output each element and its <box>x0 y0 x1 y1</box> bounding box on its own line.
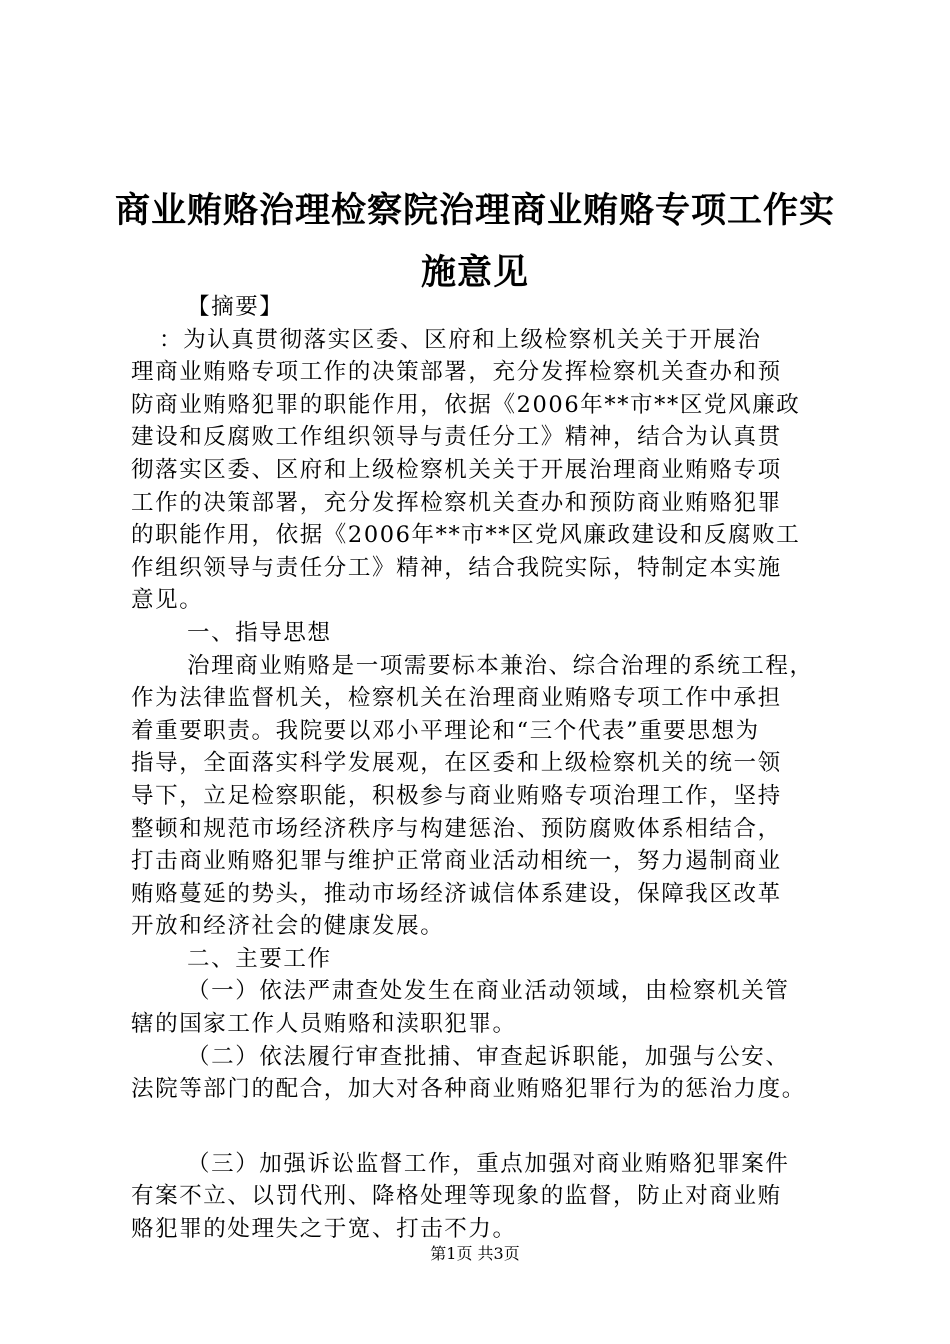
abstract-line: 作组织领导与责任分工》精神，结合我院实际，特制定本实施 <box>131 554 782 581</box>
abstract-line: 彻落实区委、区府和上级检察机关关于开展治理商业贿赂专项 <box>131 456 782 483</box>
section1-line: 作为法律监督机关，检察机关在治理商业贿赂专项工作中承担 <box>131 685 782 712</box>
title-line-2: 施意见 <box>420 253 529 293</box>
abstract-heading: 【摘要】 <box>187 294 284 320</box>
abstract-line: 建设和反腐败工作组织领导与责任分工》精神，结合为认真贯 <box>131 424 782 451</box>
section-heading-guiding-ideology: 一、指导思想 <box>187 619 332 646</box>
section1-line: 开放和经济社会的健康发展。 <box>131 913 445 940</box>
section1-line: 整顿和规范市场经济秩序与构建惩治、预防腐败体系相结合， <box>131 815 782 842</box>
abstract-line: 的职能作用，依据《2006年**市**区党风廉政建设和反腐败工 <box>131 522 801 549</box>
section-heading-main-work: 二、主要工作 <box>187 945 332 972</box>
abstract-line: 意见。 <box>131 587 204 614</box>
section1-line: 导下，立足检察职能，积极参与商业贿赂专项治理工作，坚持 <box>131 782 782 809</box>
abstract-line: 理商业贿赂专项工作的决策部署，充分发挥检察机关查办和预 <box>131 359 782 386</box>
title-line-1: 商业贿赂治理检察院治理商业贿赂专项工作实 <box>114 191 835 231</box>
abstract-line: ：为认真贯彻落实区委、区府和上级检察机关关于开展治 <box>159 326 762 353</box>
section1-line: 指导，全面落实科学发展观，在区委和上级检察机关的统一领 <box>131 750 782 777</box>
item2-line: （二）依法履行审查批捕、审查起诉职能，加强与公安、 <box>187 1043 790 1070</box>
section1-line: 贿赂蔓延的势头，推动市场经济诚信体系建设，保障我区改革 <box>131 880 782 907</box>
page-footer: 第1页 共3页 <box>430 1244 520 1263</box>
item3-line: （三）加强诉讼监督工作，重点加强对商业贿赂犯罪案件 <box>187 1150 790 1177</box>
abstract-line: 防商业贿赂犯罪的职能作用，依据《2006年**市**区党风廉政 <box>131 391 801 418</box>
item1-line: 辖的国家工作人员贿赂和渎职犯罪。 <box>131 1011 517 1038</box>
item3-line: 赂犯罪的处理失之于宽、打击不力。 <box>131 1216 517 1243</box>
paragraph-gap <box>131 1106 831 1148</box>
item1-line: （一）依法严肃查处发生在商业活动领域，由检察机关管 <box>187 978 790 1005</box>
section1-line: 着重要职责。我院要以邓小平理论和“三个代表”重要思想为 <box>131 717 760 744</box>
item2-line: 法院等部门的配合，加大对各种商业贿赂犯罪行为的惩治力度。 <box>131 1076 806 1103</box>
section1-line: 治理商业贿赂是一项需要标本兼治、综合治理的系统工程， <box>187 652 814 679</box>
abstract-line: 工作的决策部署，充分发挥检察机关查办和预防商业贿赂犯罪 <box>131 489 782 516</box>
document-title <box>110 180 840 304</box>
item3-line: 有案不立、以罚代刑、降格处理等现象的监督，防止对商业贿 <box>131 1183 782 1210</box>
document-body <box>131 291 831 1246</box>
section1-line: 打击商业贿赂犯罪与维护正常商业活动相统一，努力遏制商业 <box>131 848 782 875</box>
